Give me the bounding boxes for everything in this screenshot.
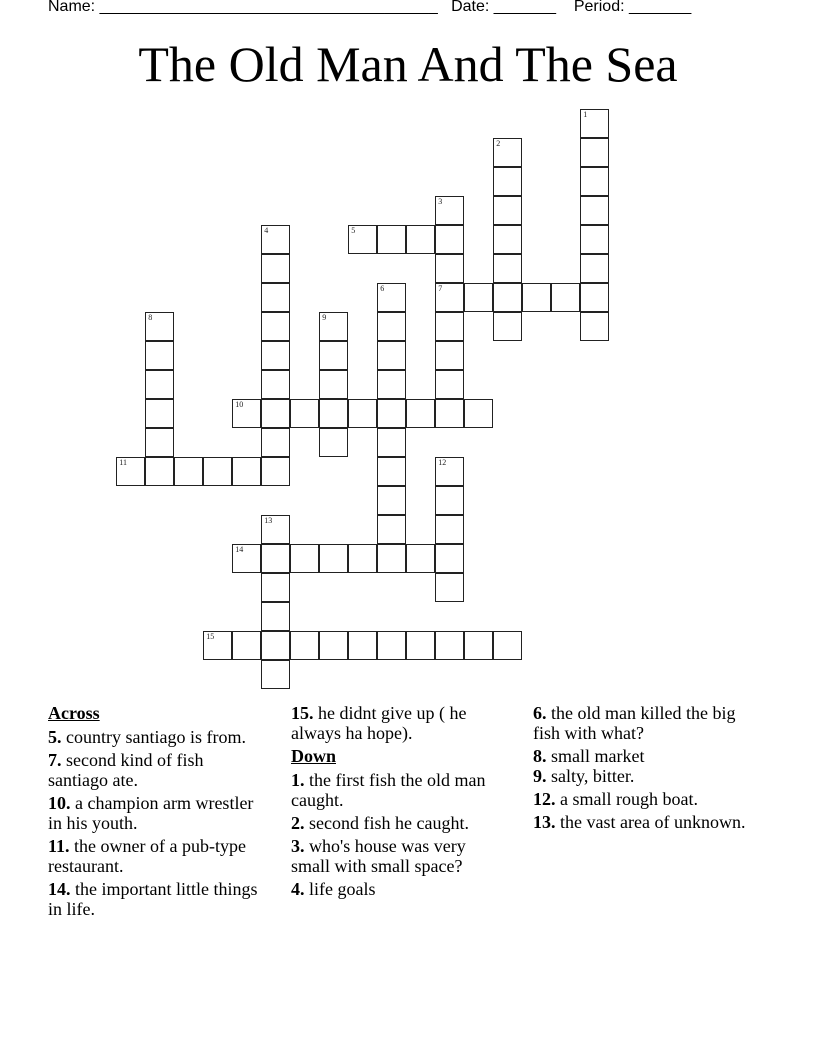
clue-number: 9 <box>322 313 327 323</box>
grid-cell[interactable] <box>261 515 290 544</box>
grid-cell[interactable] <box>145 312 174 341</box>
grid-cell[interactable] <box>580 109 609 138</box>
grid-cell[interactable] <box>319 428 348 457</box>
clue-number: 15 <box>206 632 215 642</box>
page-title: The Old Man And The Sea <box>138 36 678 92</box>
clue-down-3: 3. who's house was very small with small space? <box>291 836 466 876</box>
grid-cell[interactable] <box>261 631 290 660</box>
grid-cell[interactable] <box>261 399 290 428</box>
grid-cell[interactable] <box>493 283 522 312</box>
grid-cell[interactable] <box>580 196 609 225</box>
grid-cell[interactable] <box>493 225 522 254</box>
clue-number: 1 <box>583 110 588 120</box>
grid-cell[interactable] <box>435 631 464 660</box>
grid-cell[interactable] <box>232 544 261 573</box>
clue-down-1: 1. the first fish the old man caught. <box>291 770 486 810</box>
grid-cell[interactable] <box>464 631 493 660</box>
grid-cell[interactable] <box>319 631 348 660</box>
grid-cell[interactable] <box>377 544 406 573</box>
grid-cell[interactable] <box>232 457 261 486</box>
grid-cell[interactable] <box>493 167 522 196</box>
clue-across-7: 7. second kind of fish santiago ate. <box>48 750 204 790</box>
grid-cell[interactable] <box>116 457 145 486</box>
grid-cell[interactable] <box>435 312 464 341</box>
period-field[interactable]: _______ <box>629 0 692 15</box>
grid-cell[interactable] <box>464 283 493 312</box>
grid-cell[interactable] <box>203 631 232 660</box>
grid-cell[interactable] <box>435 399 464 428</box>
clue-number: 11 <box>119 458 127 468</box>
date-field[interactable]: _______ <box>493 0 557 15</box>
grid-cell[interactable] <box>174 457 203 486</box>
grid-cell[interactable] <box>261 457 290 486</box>
clue-down-2: 2. second fish he caught. <box>291 813 469 833</box>
grid-cell[interactable] <box>377 370 406 399</box>
grid-cell[interactable] <box>261 225 290 254</box>
clue-number: 13 <box>264 516 273 526</box>
clue-number: 8 <box>148 313 153 323</box>
grid-cell[interactable] <box>145 399 174 428</box>
grid-cell[interactable] <box>377 225 406 254</box>
across-heading: Across <box>48 703 100 723</box>
grid-cell[interactable] <box>435 283 464 312</box>
grid-cell[interactable] <box>145 428 174 457</box>
grid-cell[interactable] <box>319 312 348 341</box>
grid-cell[interactable] <box>377 457 406 486</box>
grid-cell[interactable] <box>377 312 406 341</box>
clue-across-15: 15. he didnt give up ( he always ha hope). <box>291 703 467 743</box>
grid-cell[interactable] <box>435 254 464 283</box>
grid-cell[interactable] <box>348 631 377 660</box>
grid-cell[interactable] <box>261 544 290 573</box>
grid-cell[interactable] <box>290 544 319 573</box>
down-heading: Down <box>291 746 337 766</box>
grid-cell[interactable] <box>580 225 609 254</box>
grid-cell[interactable] <box>435 573 464 602</box>
clue-column-3 <box>533 703 748 835</box>
grid-cell[interactable] <box>493 631 522 660</box>
grid-cell[interactable] <box>203 457 232 486</box>
grid-cell[interactable] <box>319 399 348 428</box>
grid-cell[interactable] <box>261 428 290 457</box>
grid-cell[interactable] <box>406 544 435 573</box>
grid-cell[interactable] <box>145 370 174 399</box>
grid-cell[interactable] <box>493 138 522 167</box>
clue-number: 14 <box>235 545 244 555</box>
clue-column-2 <box>291 703 506 902</box>
grid-cell[interactable] <box>580 167 609 196</box>
clue-number: 3 <box>438 197 443 207</box>
clue-down-6: 6. the old man killed the big fish with what? <box>533 703 736 743</box>
grid-cell[interactable] <box>261 341 290 370</box>
clue-number: 2 <box>496 139 501 149</box>
grid-cell[interactable] <box>522 283 551 312</box>
grid-cell[interactable] <box>493 312 522 341</box>
date-label: Date: <box>451 0 490 15</box>
grid-cell[interactable] <box>348 225 377 254</box>
grid-cell[interactable] <box>377 341 406 370</box>
clue-number: 6 <box>380 284 385 294</box>
clue-down-12: 12. a small rough boat. <box>533 789 698 809</box>
grid-cell[interactable] <box>493 196 522 225</box>
grid-cell[interactable] <box>406 399 435 428</box>
clue-number: 10 <box>235 400 244 410</box>
grid-cell[interactable] <box>377 283 406 312</box>
grid-cell[interactable] <box>580 312 609 341</box>
grid-cell[interactable] <box>319 370 348 399</box>
grid-cell[interactable] <box>435 515 464 544</box>
clue-down-9: 9. salty, bitter. <box>533 766 635 786</box>
clue-down-4: 4. life goals <box>291 879 376 899</box>
grid-cell[interactable] <box>377 515 406 544</box>
grid-cell[interactable] <box>377 428 406 457</box>
grid-cell[interactable] <box>435 341 464 370</box>
grid-cell[interactable] <box>377 486 406 515</box>
grid-cell[interactable] <box>261 312 290 341</box>
clue-across-5: 5. country santiago is from. <box>48 727 246 747</box>
grid-cell[interactable] <box>493 254 522 283</box>
grid-cell[interactable] <box>406 631 435 660</box>
grid-cell[interactable] <box>406 225 435 254</box>
grid-cell[interactable] <box>551 283 580 312</box>
grid-cell[interactable] <box>435 544 464 573</box>
name-field[interactable]: ______________________________________ <box>99 0 438 15</box>
clue-number: 4 <box>264 226 269 236</box>
grid-cell[interactable] <box>435 196 464 225</box>
clue-down-13: 13. the vast area of unknown. <box>533 812 746 832</box>
grid-cell[interactable] <box>435 225 464 254</box>
clue-down-8: 8. small market <box>533 746 645 766</box>
grid-cell[interactable] <box>232 399 261 428</box>
grid-cell[interactable] <box>145 341 174 370</box>
grid-cell[interactable] <box>319 544 348 573</box>
grid-cell[interactable] <box>290 631 319 660</box>
grid-cell[interactable] <box>580 254 609 283</box>
grid-cell[interactable] <box>464 399 493 428</box>
clue-across-11: 11. the owner of a pub-type restaurant. <box>48 836 246 876</box>
grid-cell[interactable] <box>435 370 464 399</box>
grid-cell[interactable] <box>261 370 290 399</box>
grid-cell[interactable] <box>377 399 406 428</box>
grid-cell[interactable] <box>290 399 319 428</box>
grid-cell[interactable] <box>261 573 290 602</box>
name-label: Name: <box>48 0 96 15</box>
clue-column-1 <box>48 703 263 922</box>
student-info-header <box>48 0 691 16</box>
grid-cell[interactable] <box>580 138 609 167</box>
grid-cell[interactable] <box>261 602 290 631</box>
clue-across-10: 10. a champion arm wrestler in his youth. <box>48 793 254 833</box>
clue-number: 7 <box>438 284 443 294</box>
grid-cell[interactable] <box>232 631 261 660</box>
grid-cell[interactable] <box>261 254 290 283</box>
period-label: Period: <box>573 0 625 15</box>
clue-number: 5 <box>351 226 356 236</box>
grid-cell[interactable] <box>435 486 464 515</box>
grid-cell[interactable] <box>348 399 377 428</box>
clue-across-14: 14. the important little things in life. <box>48 879 258 919</box>
grid-cell[interactable] <box>261 660 290 689</box>
grid-cell[interactable] <box>261 283 290 312</box>
grid-cell[interactable] <box>319 341 348 370</box>
grid-cell[interactable] <box>145 457 174 486</box>
grid-cell[interactable] <box>377 631 406 660</box>
clue-number: 12 <box>438 458 447 468</box>
grid-cell[interactable] <box>435 457 464 486</box>
grid-cell[interactable] <box>348 544 377 573</box>
grid-cell[interactable] <box>580 283 609 312</box>
